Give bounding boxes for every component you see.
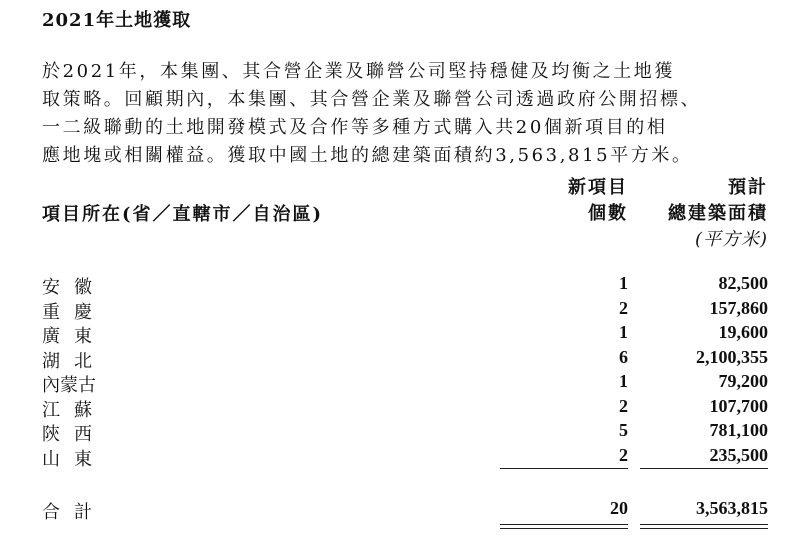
table-row	[42, 322, 768, 347]
count-cell: 6	[619, 346, 628, 367]
province-cell: 重慶	[42, 301, 106, 323]
area-cell: 2,100,355	[696, 346, 768, 367]
subtotal-rule-area	[640, 468, 768, 469]
column-header-count-line1: 新項目	[568, 177, 628, 198]
province-cell: 湖北	[42, 350, 106, 372]
paragraph-line: 一二級聯動的土地開發模式及合作等多種方式購入共20個新項目的相	[42, 117, 668, 138]
table-row	[42, 420, 768, 445]
area-cell: 19,600	[718, 322, 768, 342]
count-cell: 2	[619, 297, 628, 318]
area-cell: 235,500	[709, 444, 768, 465]
column-header-area-line2: 總建築面積	[668, 203, 768, 224]
column-header-area	[640, 175, 768, 253]
area-cell: 82,500	[718, 273, 768, 293]
table-row	[42, 371, 768, 396]
area-cell: 107,700	[709, 395, 768, 416]
province-cell: 江蘇	[42, 399, 106, 421]
column-header-area-unit: (平方米)	[694, 229, 768, 250]
table-body	[42, 273, 768, 469]
column-header-location: 項目所在(省／直轄市／自治區)	[42, 204, 324, 225]
count-cell: 1	[619, 371, 628, 391]
province-cell: 安徽	[42, 277, 106, 298]
table-row	[42, 445, 768, 470]
count-cell: 1	[619, 322, 628, 342]
total-double-rule-area	[640, 524, 768, 529]
paragraph-line: 應地塊或相關權益。獲取中國土地的總建築面積約3,563,815平方米。	[42, 145, 693, 166]
area-cell: 157,860	[709, 297, 768, 318]
table-row	[42, 298, 768, 323]
area-cell: 79,200	[718, 371, 768, 391]
intro-paragraph	[42, 58, 764, 170]
total-double-rule-count	[500, 524, 628, 529]
total-area: 3,563,815	[696, 498, 768, 518]
table-row	[42, 273, 768, 298]
column-header-count	[540, 175, 628, 227]
count-cell: 1	[619, 273, 628, 293]
count-cell: 2	[619, 395, 628, 416]
column-header-count-line2: 個數	[588, 203, 628, 224]
total-count: 20	[610, 498, 628, 518]
province-cell: 廣東	[42, 326, 106, 347]
column-header-area-line1: 預計	[728, 177, 768, 198]
province-cell: 山東	[42, 448, 106, 470]
count-cell: 5	[619, 420, 628, 440]
province-cell: 內蒙古	[42, 375, 96, 396]
province-cell: 陝西	[42, 424, 106, 445]
paragraph-line: 於2021年，本集團、其合營企業及聯營公司堅持穩健及均衡之土地獲	[42, 61, 676, 82]
total-label: 合計	[42, 502, 106, 523]
table-row	[42, 396, 768, 421]
table-row	[42, 347, 768, 372]
section-heading: 2021年土地獲取	[42, 10, 192, 31]
count-cell: 2	[619, 444, 628, 465]
paragraph-line: 取策略。回顧期內，本集團、其合營企業及聯營公司透過政府公開招標、	[42, 89, 702, 110]
subtotal-rule-count	[500, 468, 628, 469]
area-cell: 781,100	[709, 420, 768, 440]
